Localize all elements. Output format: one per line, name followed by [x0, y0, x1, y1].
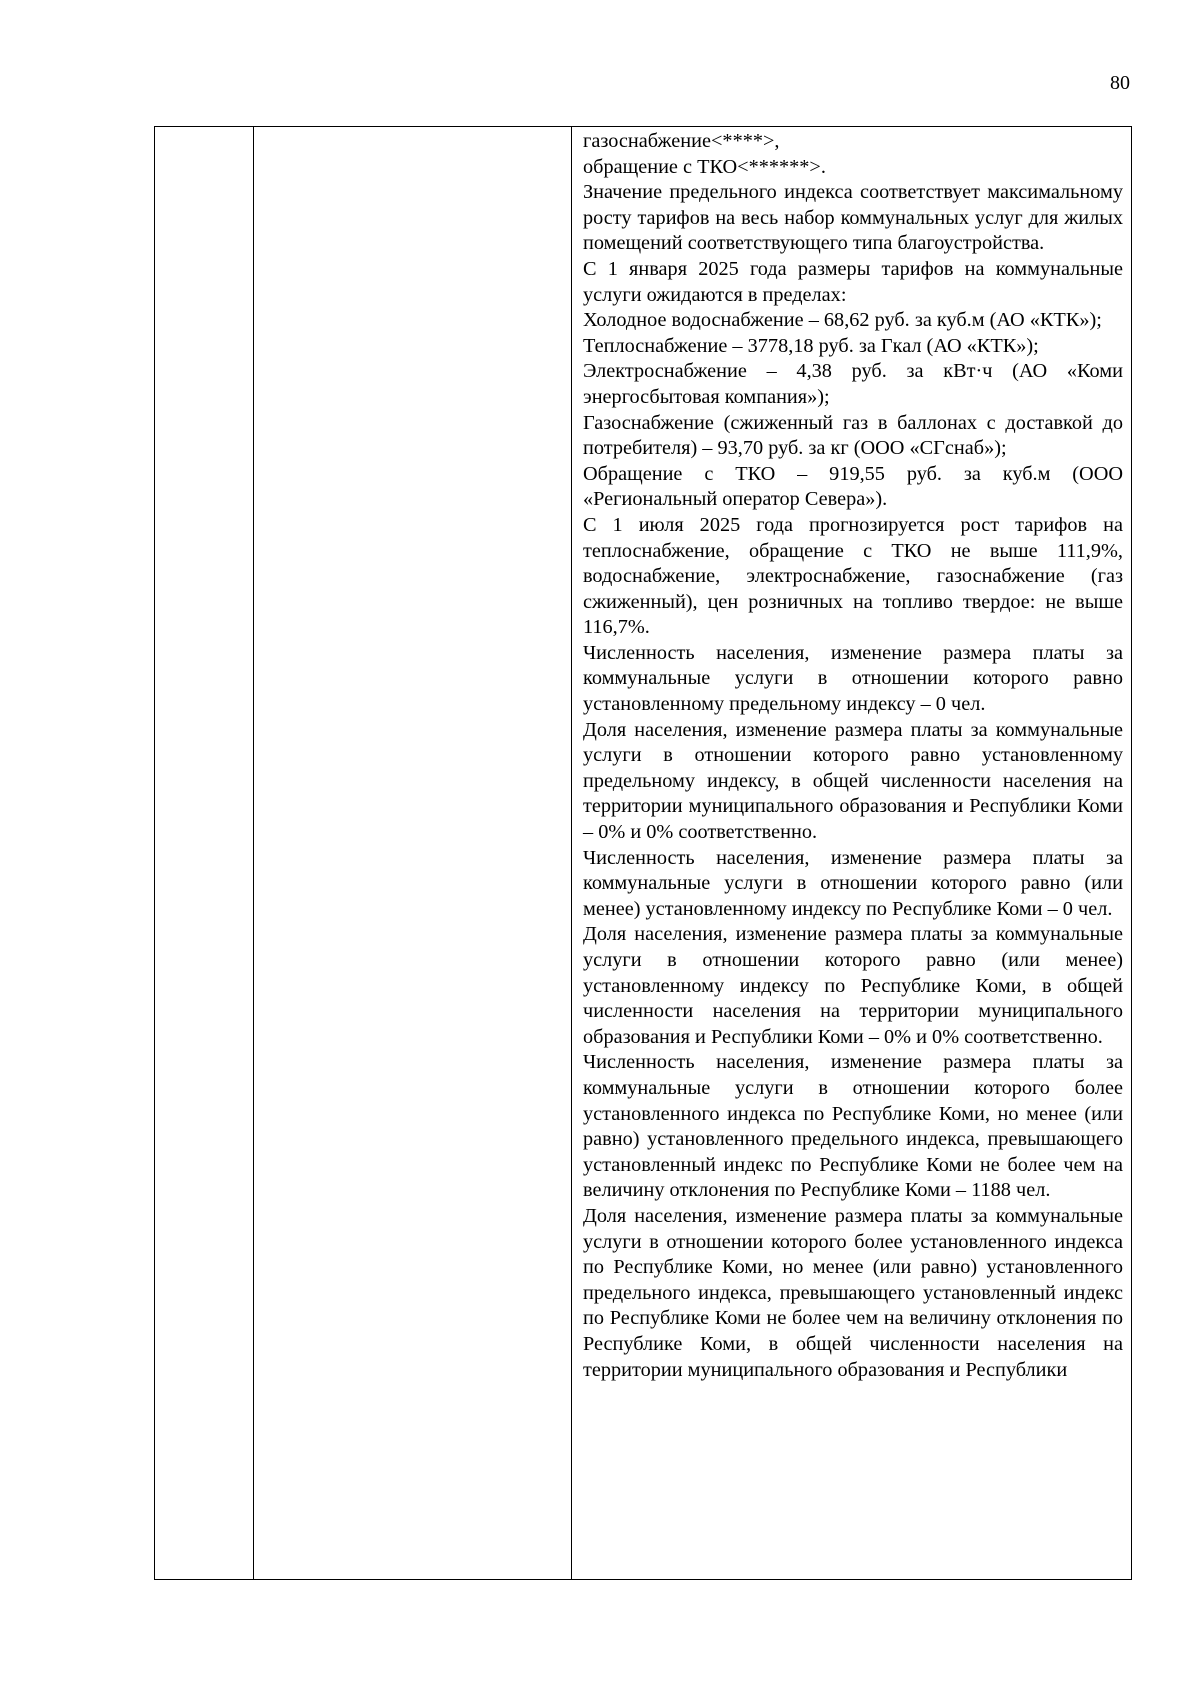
column-divider	[571, 127, 572, 1579]
paragraph: Значение предельного индекса соответствует максимальному росту тарифов на весь набор коммунальных услуг для жилых помещений соответствующего типа благоустройства.	[583, 181, 1123, 255]
document-table	[154, 126, 1132, 1580]
paragraph: газоснабжение<****>,	[583, 130, 780, 152]
paragraph: Доля населения, изменение размера платы за коммунальные услуги в отношении которого равно установленному предельному индексу, в общей численности населения на территории муниципального образования и Республики Коми – 0% и 0% соответственно.	[583, 718, 1123, 844]
paragraph: С 1 июля 2025 года прогнозируется рост тарифов на теплоснабжение, обращение с ТКО не выше 111,9%, водоснабжение, электроснабжение, газоснабжение (газ сжиженный), цен розничных на топливо твердое: не выше 116,7%.	[583, 513, 1123, 639]
paragraph: Численность населения, изменение размера платы за коммунальные услуги в отношении которого равно установленному предельному индексу – 0 чел.	[583, 641, 1123, 716]
paragraph: Газоснабжение (сжиженный газ в баллонах с доставкой до потребителя) – 93,70 руб. за кг (ООО «СГснаб»);	[583, 411, 1123, 460]
page-number: 80	[1110, 72, 1130, 94]
paragraph: Доля населения, изменение размера платы за коммунальные услуги в отношении которого более установленного индекса по Республике Коми, но менее (или равно) установленного предельного индекса, превышающего установленный индекс по Республике Коми не более чем на величину отклонения по Республике Коми, в общей численности населения на территории муниципального образования и Республики	[583, 1204, 1123, 1381]
column-divider	[253, 127, 254, 1579]
paragraph: Обращение с ТКО – 919,55 руб. за куб.м (ООО «Региональный оператор Севера»).	[583, 462, 1123, 511]
paragraph: Доля населения, изменение размера платы за коммунальные услуги в отношении которого равно (или менее) установленному индексу по Республике Коми, в общей численности населения на территории муниципального образования и Республики Коми – 0% и 0% соответственно.	[583, 923, 1123, 1048]
table-cell-text	[583, 129, 1123, 1383]
paragraph: С 1 января 2025 года размеры тарифов на коммунальные услуги ожидаются в пределах:	[583, 257, 1123, 306]
paragraph: Численность населения, изменение размера платы за коммунальные услуги в отношении которого равно (или менее) установленному индексу по Республике Коми – 0 чел.	[583, 846, 1123, 920]
paragraph: Электроснабжение – 4,38 руб. за кВт·ч (АО «Коми энергосбытовая компания»);	[583, 360, 1123, 408]
paragraph: Холодное водоснабжение – 68,62 руб. за куб.м (АО «КТК»);	[583, 309, 1102, 332]
paragraph: Теплоснабжение – 3778,18 руб. за Гкал (АО «КТК»);	[583, 334, 1039, 357]
paragraph: Численность населения, изменение размера платы за коммунальные услуги в отношении которого более установленного индекса по Республике Коми, но менее (или равно) установленного предельного индекса, превышающего установленный индекс по Республике Коми не более чем на величину отклонения по Республике Коми – 1188 чел.	[583, 1051, 1123, 1202]
paragraph: обращение с ТКО<******>.	[583, 155, 826, 178]
